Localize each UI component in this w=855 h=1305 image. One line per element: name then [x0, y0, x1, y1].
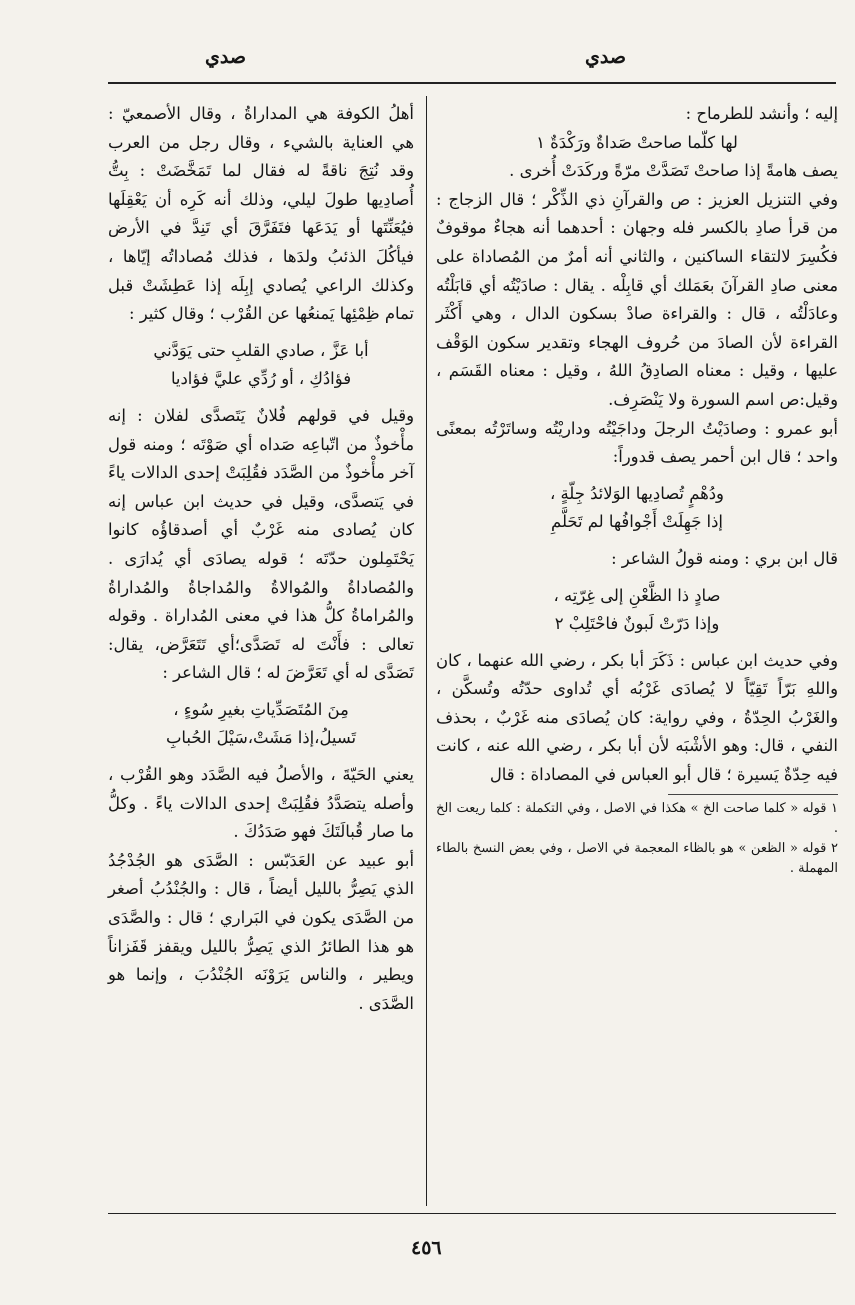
verse-line: صادٍ ذا الظَّعْنِ إلى غِرّتِه ،	[553, 585, 721, 605]
footnote: ١ قوله « كلما صاحت الخ » هكذا في الاصل ، وفي التكملة : كلما ريعت الخ .	[436, 800, 838, 836]
page-number: ٤٥٦	[411, 1237, 442, 1259]
paragraph: إليه ؛ وأنشد للطرماح :	[685, 104, 838, 123]
footnote-separator	[668, 794, 838, 795]
paragraph: يصف هامةً إذا صاحتْ تَصَدَّتْ مرّةً وركَدَتْ أُخرى .	[509, 161, 838, 181]
paragraph: قال ابن بري : ومنه قولُ الشاعر :	[611, 548, 838, 568]
verse-line: إذا جَهِلَتْ أَجْوافُها لم تَحَلَّمِ	[551, 512, 723, 532]
verse-line: أبا عَزَّ ، صادي القلبِ حتى يَوَدَّني	[153, 340, 369, 360]
paragraph: وقيل في قولهم فُلانٌ يَتَصدَّى لفلان : إنه مأْخوذٌ من اتّباعِه صَداه أي صَوْتَه ؛ ومنه قول آخر مأْخوذٌ من الصَّدَد فقُلِبَتْ إحدى الدالات ياءً في يَتصدَّى، وقيل في حديث ابن عباس إنه كان يُصادى منه غَرْبٌ أي أصدقاؤُه كانوا يَحْتَمِلون حدّتَه ؛ قوله يصادَى أي يُدارَى . والمُصاداةُ والمُوالاةُ والمُداجاةُ والمُداراةُ والمُراماةُ كلُّ هذا في معنى المُداراة . وقوله تعالى : فأَنْتَ له تَصَدَّى؛أي تَتَعَرَّض، يقال: تَصَدَّى له أي تَعَرَّضَ له ؛ قال الشاعر :	[108, 405, 414, 683]
paragraph: وفي حديث ابن عباس : ذَكَرَ أبا بكر ، رضي الله عنهما ، كان واللهِ بَرّاً تَقِيّاً لا يُصادَى غَرْبُه أي تُداوى حدّتُه وتُسكَّن ، والغَرْبُ الحِدّةُ ، وفي رواية: كان يُصادَى منه غَرْبٌ ، بحذف النفي ، قال: وهو الأشْبَه لأن أبا بكر ، رضي الله عنه ، كانت فيه حِدّةٌ يَسيرة ؛ قال أبو العباس في المصاداة : قال	[436, 650, 838, 785]
right-column	[436, 100, 838, 879]
verse-line: لها كلّما صاحتْ صَداةٌ ورَكْدَةٌ ١	[536, 132, 738, 152]
verse-line: فؤادُكِ ، أو رُدِّي عليَّ فؤاديا	[170, 369, 352, 389]
footnote: ٢ قوله « الظعن » هو بالظاء المعجمة في الاصل ، وفي بعض النسخ بالطاء المهملة .	[436, 840, 838, 876]
paragraph: وفي التنزيل العزيز : ص والقرآنِ ذي الذِّكْر ؛ قال الزجاج : من قرأ صادِ بالكسر فله وجهان : أحدهما أنه هجاءٌ موقوفٌ فكُسِرَ لالتقاء الساكنين ، والثاني أنه أمرٌ من المُصاداة على معنى صادِ القرآنَ بعَمَلك أي قابِلْه . يقال : صادَيْتُه أي قابَلْتُه وعادَلْتُه ، قال : والقراءة صادْ بسكون الدال ، وهي أَكْثَر القراءة لأن الصادَ من حُروف الهجاء وتقدير سكون الوَقْف عليها ، وقيل : معناه الصادِقُ اللهُ ، وقيل : معناه القَسَم ، وقيل:ص اسم السورة ولا يَنْصَرِف.	[436, 189, 838, 409]
verse-line: مِنَ المُتَصَدِّياتِ بغيرِ سُوءٍ ،	[173, 699, 349, 719]
paragraph: أبو عبيد عن العَدَبّس : الصَّدَى هو الجُدْجُدُ الذي يَصِرُّ بالليل أيضاً ، قال : والجُنْدُبُ أصغر من الصَّدَى يكون في البَراري ؛ قال : والصَّدَى هو هذا الطائرُ الذي يَصِرُّ بالليل ويقفز قَفَزاناً ويطير ، والناس يَرَوْنَه الجُنْدُبَ ، وإنما هو الصَّدَى .	[108, 850, 414, 1013]
header-right: صدي	[585, 46, 626, 68]
verse-line: ودُهْمٍ تُصادِيها الوَلائدُ جِلّةٍ ،	[550, 483, 724, 503]
column-divider	[426, 96, 427, 1206]
paragraph: أهلُ الكوفة هي المداراةُ ، وقال الأصمعيّ : هي العناية بالشيء ، وقال رجل من العرب وقد نُتِجَ ناقةً له فقال لما تَمَخَّضَتْ : بِتُّ أُصادِيها طولَ ليلي، وذلك أنه كَرِه أن يَعْقِلَها فيُعَنِّتَها أو يَدَعَها فتَفَرَّقَ أي تَنِدَّ في الأرض فيأكُلَ الذئبُ ولدَها ، فذلك مُصاداتُه إيّاها ، وكذلك الراعي يُصادي إبِلَه إذا عَطِشَتْ قبل تمام ظِمْئِها يَمنعُها عن القُرْب ؛ وقال كثير :	[108, 104, 414, 324]
paragraph: يعني الحَيّةَ ، والأصلُ فيه الصَّدَد وهو القُرْب ، وأصله يتصَدَّدُ فقُلِبَتْ إحدى الدالات ياءً . وكلُّ ما صار قُبالَتَكَ فهو صَدَدُكَ .	[108, 765, 414, 842]
left-column	[108, 100, 414, 1018]
verse-line: وإذا دَرّتْ لَبونٌ فاحْتَلِبْ ٢	[554, 614, 720, 634]
top-rule	[108, 82, 836, 84]
header-left: صدي	[205, 46, 246, 68]
verse-line: تَسيلُ،إذا مَشَتْ،سَيْلَ الحُبابِ	[165, 728, 357, 748]
bottom-rule	[108, 1213, 836, 1214]
paragraph: أبو عمرو : وصادَيْتُ الرجلَ وداجَيْتُه وداريْتُه وساتَرْتُه بمعنًى واحد ؛ قال ابن أحمر يصف قدوراً:	[436, 418, 838, 467]
